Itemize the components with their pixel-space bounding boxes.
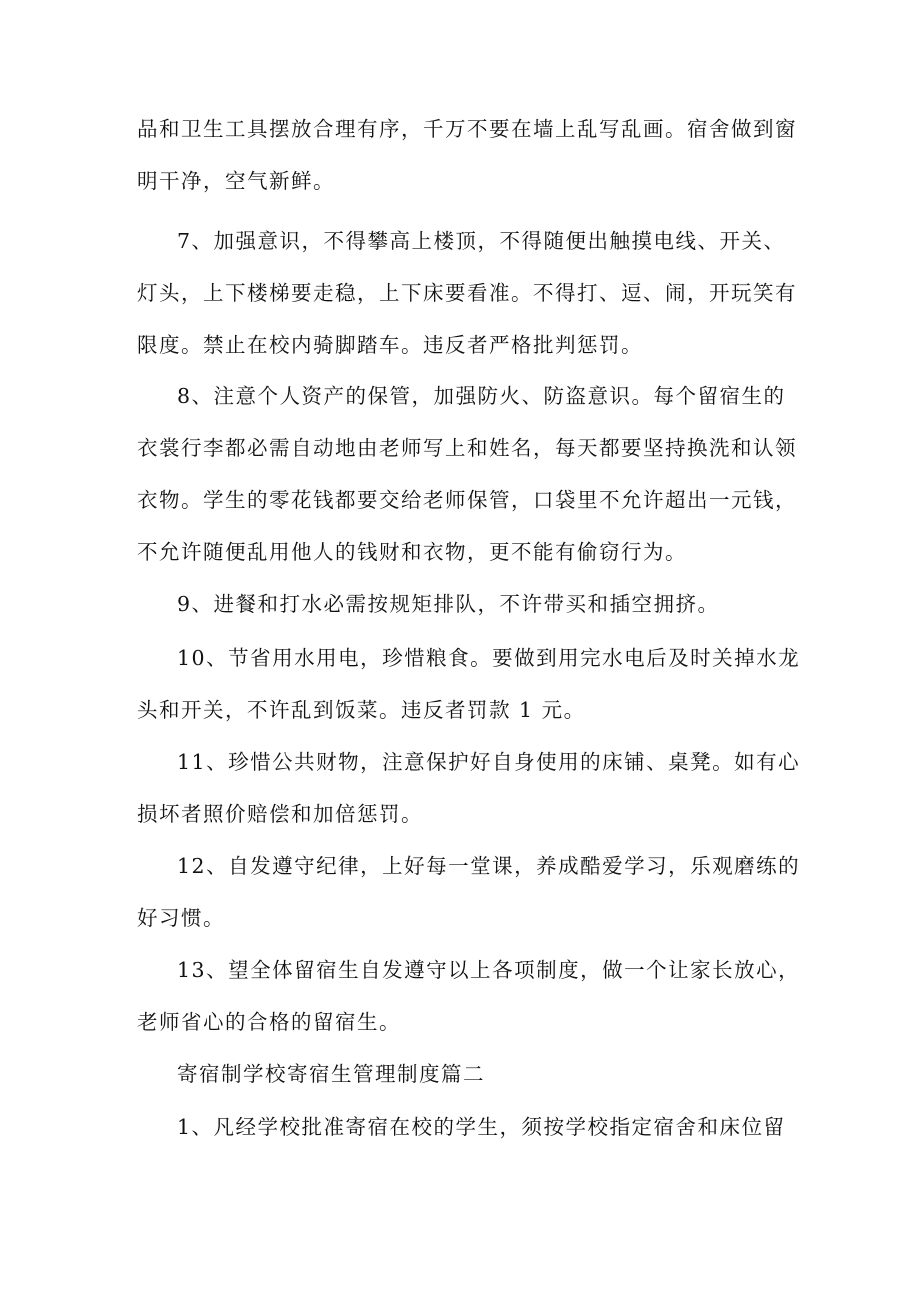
paragraph-9	[137, 578, 787, 630]
paragraph-11	[137, 736, 801, 840]
text-line: 12、自发遵守纪律，上好每一堂课，养成酷爱学习，乐观磨练的	[177, 854, 801, 878]
paragraph-8	[137, 370, 797, 578]
text-line: 灯头，上下楼梯要走稳，上下床要看准。不得打、逗、闹，开玩笑有	[137, 281, 797, 305]
text-line: 9、进餐和打水必需按规矩排队，不许带买和插空拥挤。	[177, 592, 720, 616]
text-line: 10、节省用水用电，珍惜粮食。要做到用完水电后及时关掉水龙	[177, 646, 801, 670]
paragraph-13	[137, 944, 801, 1048]
text-line: 不允许随便乱用他人的钱财和衣物，更不能有偷窃行为。	[137, 540, 687, 564]
text-line: 明干净，空气新鲜。	[137, 169, 335, 193]
paragraph-7	[137, 215, 797, 371]
text-line: 8、注意个人资产的保管，加强防火、防盗意识。每个留宿生的	[177, 384, 786, 408]
text-line: 老师省心的合格的留宿生。	[137, 1010, 401, 1034]
section2-paragraph-1	[137, 1101, 787, 1153]
text-line: 衣物。学生的零花钱都要交给老师保管，口袋里不允许超出一元钱，	[137, 488, 797, 512]
text-line: 好习惯。	[137, 906, 225, 930]
text-line: 头和开关，不许乱到饭菜。违反者罚款 1 元。	[137, 698, 586, 722]
text-line: 限度。禁止在校内骑脚踏车。违反者严格批判惩罚。	[137, 333, 643, 357]
paragraph-10	[137, 632, 801, 736]
paragraph-6-continued	[137, 103, 797, 207]
text-line: 1、凡经学校批准寄宿在校的学生，须按学校指定宿舍和床位留	[177, 1115, 786, 1139]
text-line: 13、望全体留宿生自发遵守以上各项制度，做一个让家长放心，	[177, 958, 801, 982]
text-line: 衣裳行李都必需自动地由老师写上和姓名，每天都要坚持换洗和认领	[137, 436, 797, 460]
text-line: 11、珍惜公共财物，注意保护好自身使用的床铺、桌凳。如有心	[177, 750, 801, 774]
text-line: 7、加强意识，不得攀高上楼顶，不得随便出触摸电线、开关、	[177, 229, 786, 253]
text-line: 品和卫生工具摆放合理有序，千万不要在墙上乱写乱画。宿舍做到窗	[137, 117, 797, 141]
section-heading	[137, 1048, 787, 1100]
paragraph-12	[137, 840, 801, 944]
text-line: 损坏者照价赔偿和加倍惩罚。	[137, 802, 423, 826]
heading-text: 寄宿制学校寄宿生管理制度篇二	[177, 1062, 485, 1086]
